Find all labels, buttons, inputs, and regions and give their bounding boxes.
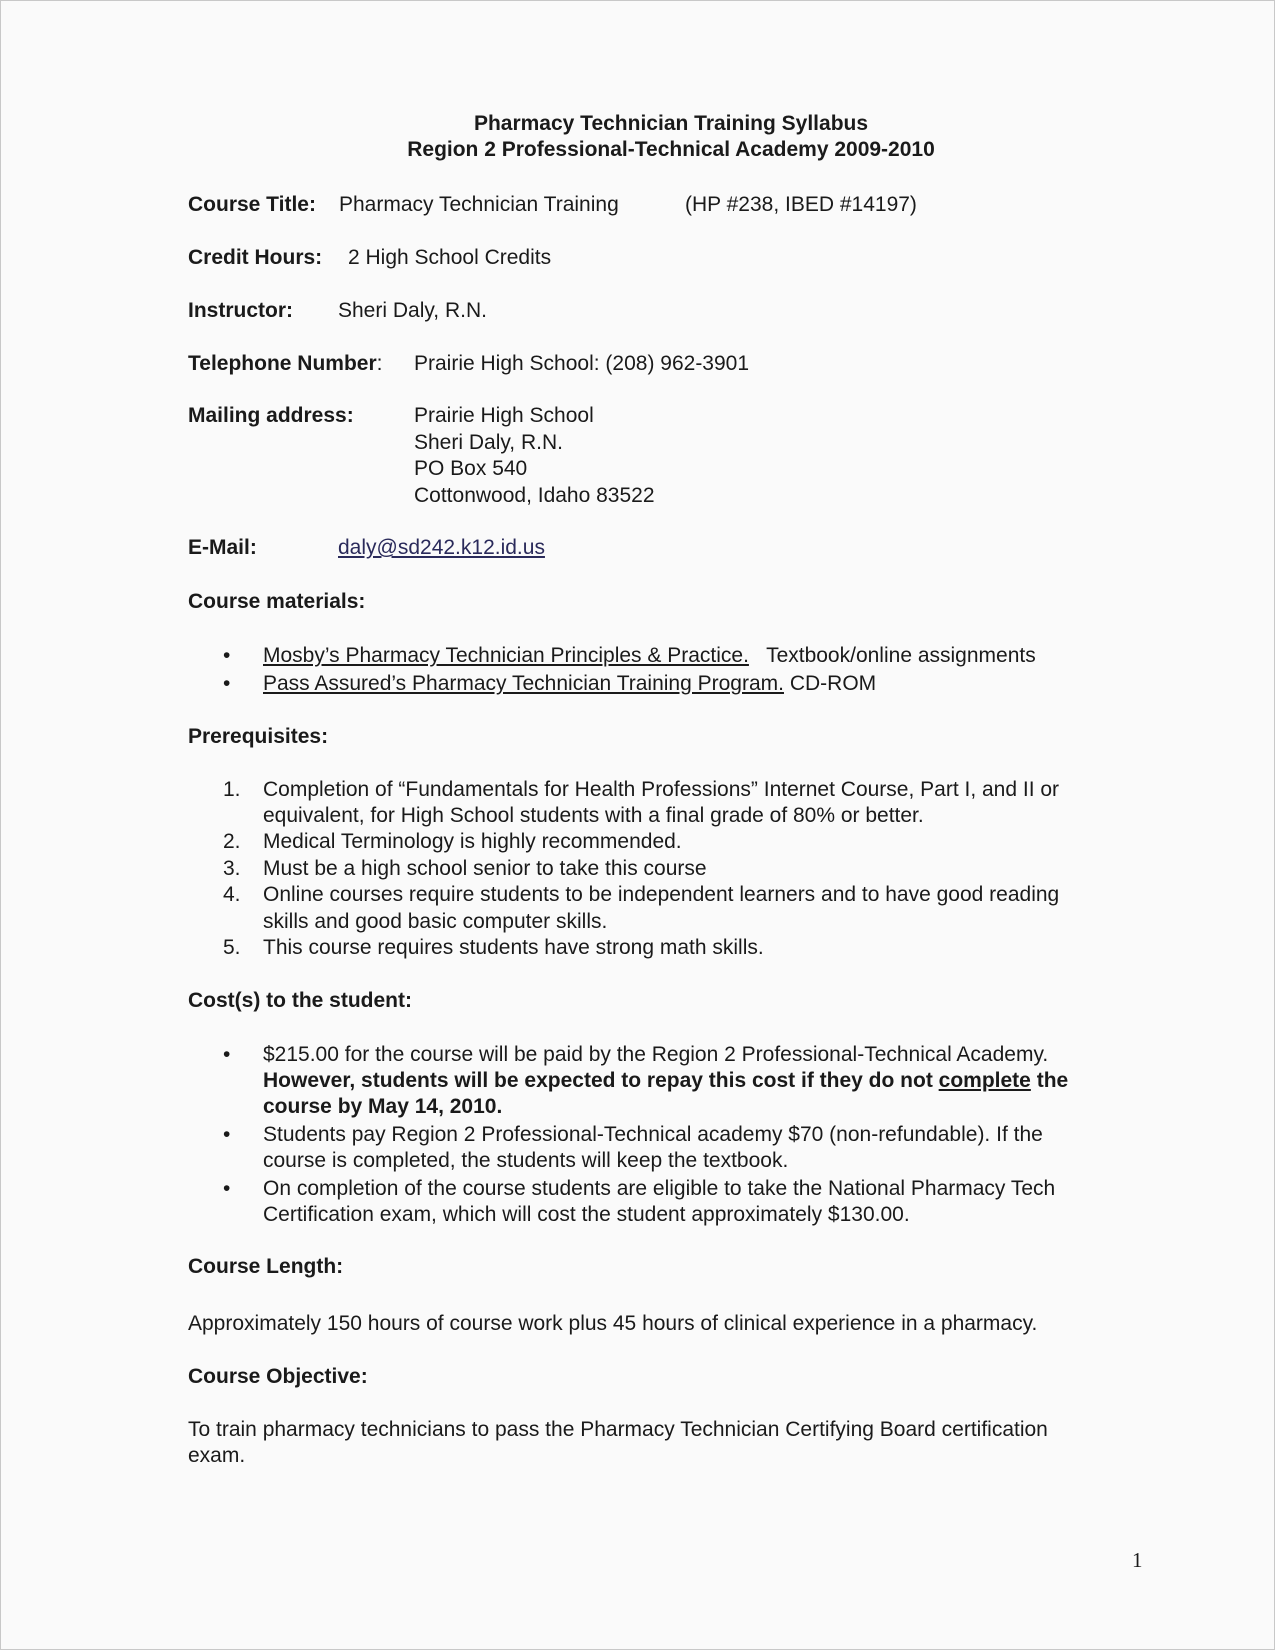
bullet-icon: • — [223, 672, 231, 695]
prerequisites-heading: Prerequisites: — [188, 725, 329, 748]
bullet-icon: • — [223, 1177, 231, 1200]
email-link[interactable]: daly@sd242.k12.id.us — [338, 536, 545, 559]
course-title-value: Pharmacy Technician Training — [339, 193, 619, 216]
costs-heading: Cost(s) to the student: — [188, 989, 412, 1012]
telephone-value: Prairie High School: (208) 962-3901 — [414, 352, 750, 375]
prerequisite-item: Online courses require students to be independent learners and to have good reading — [263, 883, 1060, 906]
credit-hours-label: Credit Hours: — [188, 246, 323, 269]
course-objective-text: To train pharmacy technicians to pass the Pharmacy Technician Certifying Board certification — [188, 1418, 1048, 1441]
prerequisite-item: Completion of “Fundamentals for Health Professions” Internet Course, Part I, and II or — [263, 778, 1060, 801]
page-number: 1 — [1132, 1548, 1143, 1572]
instructor-label: Instructor: — [188, 299, 293, 322]
course-objective-heading: Course Objective: — [188, 1365, 368, 1388]
document-title: Pharmacy Technician Training Syllabus — [473, 112, 869, 135]
course-codes: (HP #238, IBED #14197) — [685, 193, 917, 216]
cost-item: On completion of the course students are eligible to take the National Pharmacy Tech — [263, 1177, 1056, 1200]
prerequisite-item: This course requires students have strong math skills. — [263, 936, 764, 959]
prerequisite-item: Medical Terminology is highly recommended. — [263, 830, 682, 853]
course-length-text: Approximately 150 hours of course work plus 45 hours of clinical experience in a pharmacy. — [188, 1312, 1038, 1335]
email-label: E-Mail: — [188, 536, 257, 559]
cost-item: However, students will be expected to repay this cost if they do not complete the — [263, 1069, 1069, 1092]
prerequisite-item: Must be a high school senior to take this course — [263, 857, 707, 880]
mailing-address-label: Mailing address: — [188, 404, 354, 427]
bullet-icon: • — [223, 644, 231, 667]
material-item: Mosby’s Pharmacy Technician Principles & Practice. Textbook/online assignments — [263, 644, 1036, 667]
credit-hours-value: 2 High School Credits — [348, 246, 552, 269]
list-number: 4. — [223, 883, 241, 906]
mailing-line: Cottonwood, Idaho 83522 — [414, 484, 655, 507]
cost-item: course by May 14, 2010. — [263, 1095, 503, 1118]
cost-item: Certification exam, which will cost the student approximately $130.00. — [263, 1203, 910, 1226]
instructor-value: Sheri Daly, R.N. — [338, 299, 487, 322]
course-title-label: Course Title: — [188, 193, 316, 216]
list-number: 3. — [223, 857, 241, 880]
course-objective-text: exam. — [188, 1444, 246, 1467]
mailing-line: Sheri Daly, R.N. — [414, 431, 563, 454]
prerequisite-item: equivalent, for High School students with a final grade of 80% or better. — [263, 804, 924, 827]
document-subtitle: Region 2 Professional-Technical Academy 2009-2010 — [407, 138, 935, 161]
list-number: 1. — [223, 778, 241, 801]
material-item: Pass Assured’s Pharmacy Technician Training Program. CD-ROM — [263, 672, 877, 695]
telephone-label: Telephone Number: — [188, 352, 383, 375]
course-materials-heading: Course materials: — [188, 590, 366, 613]
cost-item: $215.00 for the course will be paid by the Region 2 Professional-Technical Academy. — [263, 1043, 1049, 1066]
mailing-line: PO Box 540 — [414, 457, 528, 480]
bullet-icon: • — [223, 1043, 231, 1066]
prerequisite-item: skills and good basic computer skills. — [263, 910, 608, 933]
course-length-heading: Course Length: — [188, 1255, 344, 1278]
cost-item: Students pay Region 2 Professional-Technical academy $70 (non-refundable). If the — [263, 1123, 1043, 1146]
list-number: 5. — [223, 936, 241, 959]
mailing-line: Prairie High School — [414, 404, 594, 427]
cost-item: course is completed, the students will keep the textbook. — [263, 1149, 789, 1172]
bullet-icon: • — [223, 1123, 231, 1146]
list-number: 2. — [223, 830, 241, 853]
